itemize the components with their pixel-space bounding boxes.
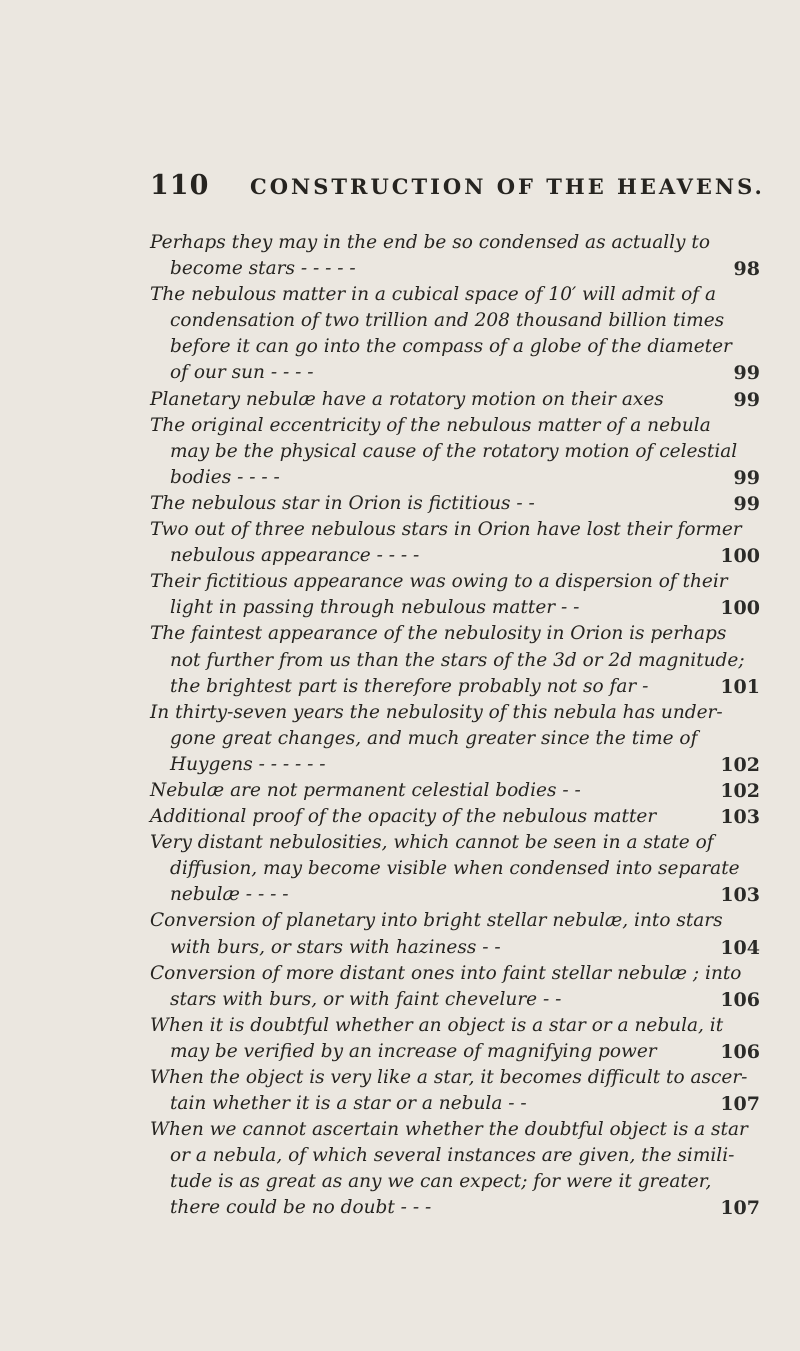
line-text: When we cannot ascertain whether the doubtful object is a star: [150, 1119, 748, 1141]
page-number: 110: [150, 170, 210, 201]
contents-line: [150, 1195, 760, 1221]
line-text: When the object is very like a star, it becomes difficult to ascer-: [150, 1067, 748, 1088]
contents-line: [150, 334, 760, 360]
line-text: tude is as great as any we can expect; for were it greater,: [170, 1171, 712, 1193]
line-text: of our sun - - - -: [170, 362, 314, 384]
line-text: nebulæ - - - -: [170, 884, 289, 906]
line-text: tain whether it is a star or a nebula - -: [170, 1093, 527, 1115]
contents-line: [150, 491, 760, 517]
page-reference: 99: [733, 388, 760, 411]
line-text: Additional proof of the opacity of the nebulous matter: [150, 806, 657, 828]
page-reference: 100: [720, 597, 760, 620]
line-text: nebulous appearance - - - -: [170, 545, 420, 567]
contents-line: [150, 1039, 760, 1065]
contents-line: [150, 360, 760, 386]
line-text: In thirty-seven years the nebulosity of this nebula has under-: [150, 701, 723, 723]
contents-line: [150, 674, 760, 700]
contents-line: [150, 230, 760, 256]
page-reference: 103: [720, 884, 760, 907]
contents-line: [150, 1143, 760, 1169]
line-text: Perhaps they may in the end be so condensed as actually to: [150, 232, 710, 253]
contents-line: [150, 961, 760, 987]
line-text: The nebulous star in Orion is fictitious - -: [150, 492, 535, 514]
contents-line: [150, 778, 760, 804]
line-text: The faintest appearance of the nebulosity in Orion is perhaps: [150, 623, 727, 645]
line-text: Conversion of planetary into bright stellar nebulæ, into stars: [150, 910, 723, 932]
running-title: CONSTRUCTION OF THE HEAVENS.: [250, 174, 765, 199]
line-text: with burs, or stars with haziness - -: [170, 936, 501, 958]
contents-line: [150, 700, 760, 726]
line-text: may be verified by an increase of magnifying power: [170, 1040, 657, 1062]
contents-line: [150, 882, 760, 908]
contents-line: [150, 987, 760, 1013]
line-text: Huygens - - - - - -: [170, 753, 326, 775]
line-text: The nebulous matter in a cubical space of 10′ will admit of a: [150, 284, 717, 306]
line-text: may be the physical cause of the rotatory motion of celestial: [170, 440, 738, 462]
page-reference: 102: [720, 779, 760, 802]
contents-line: [150, 595, 760, 621]
line-text: The original eccentricity of the nebulous matter of a nebula: [150, 414, 711, 436]
page-reference: 103: [720, 806, 760, 829]
contents-line: [150, 439, 760, 465]
page-reference: 107: [720, 1197, 760, 1220]
page-reference: 106: [720, 988, 760, 1011]
page-reference: 99: [733, 492, 760, 515]
contents-line: [150, 935, 760, 961]
line-text: gone great changes, and much greater since the time of: [170, 727, 698, 749]
contents-line: [150, 308, 760, 334]
page-reference: 100: [720, 545, 760, 568]
contents-line: [150, 543, 760, 569]
page-reference: 98: [733, 258, 760, 281]
contents-line: [150, 856, 760, 882]
contents-line: [150, 569, 760, 595]
contents-line: [150, 413, 760, 439]
contents-line: [150, 387, 760, 413]
page-reference: 102: [720, 753, 760, 776]
page-reference: 107: [720, 1093, 760, 1116]
line-text: light in passing through nebulous matter - -: [170, 597, 580, 619]
page-reference: 99: [733, 362, 760, 385]
contents-line: [150, 465, 760, 491]
page-reference: 101: [720, 675, 760, 698]
contents-line: [150, 830, 760, 856]
contents-line: [150, 621, 760, 647]
line-text: Nebulæ are not permanent celestial bodies - -: [150, 779, 581, 801]
contents-list: [150, 230, 760, 1222]
contents-line: [150, 804, 760, 830]
line-text: or a nebula, of which several instances are given, the simili-: [170, 1145, 735, 1167]
contents-line: [150, 648, 760, 674]
line-text: When it is doubtful whether an object is a star or a nebula, it: [150, 1014, 724, 1036]
line-text: bodies - - - -: [170, 466, 280, 488]
line-text: not further from us than the stars of the 3d or 2d magnitude;: [170, 649, 745, 671]
page-reference: 104: [720, 936, 760, 959]
contents-line: [150, 1169, 760, 1195]
contents-line: [150, 256, 760, 282]
line-text: before it can go into the compass of a globe of the diameter: [170, 336, 732, 358]
contents-line: [150, 908, 760, 934]
contents-line: [150, 517, 760, 543]
contents-line: [150, 282, 760, 308]
line-text: condensation of two trillion and 208 thousand billion times: [170, 310, 725, 332]
line-text: the brightest part is therefore probably not so far -: [170, 675, 649, 697]
line-text: stars with burs, or with faint chevelure - -: [170, 988, 562, 1010]
line-text: there could be no doubt - - -: [170, 1197, 432, 1219]
page-reference: 106: [720, 1040, 760, 1063]
line-text: Conversion of more distant ones into faint stellar nebulæ ; into: [150, 962, 742, 984]
line-text: Their fictitious appearance was owing to a dispersion of their: [150, 571, 728, 593]
line-text: become stars - - - - -: [170, 258, 356, 280]
line-text: Two out of three nebulous stars in Orion have lost their former: [150, 519, 742, 541]
contents-line: [150, 1013, 760, 1039]
page-header: [0, 166, 800, 206]
contents-line: [150, 1117, 760, 1143]
line-text: Very distant nebulosities, which cannot be seen in a state of: [150, 832, 714, 854]
contents-line: [150, 1065, 760, 1091]
contents-line: [150, 1091, 760, 1117]
line-text: Planetary nebulæ have a rotatory motion on their axes: [150, 388, 664, 410]
page-reference: 99: [733, 466, 760, 489]
contents-line: [150, 752, 760, 778]
contents-line: [150, 726, 760, 752]
line-text: diffusion, may become visible when condensed into separate: [170, 858, 740, 880]
